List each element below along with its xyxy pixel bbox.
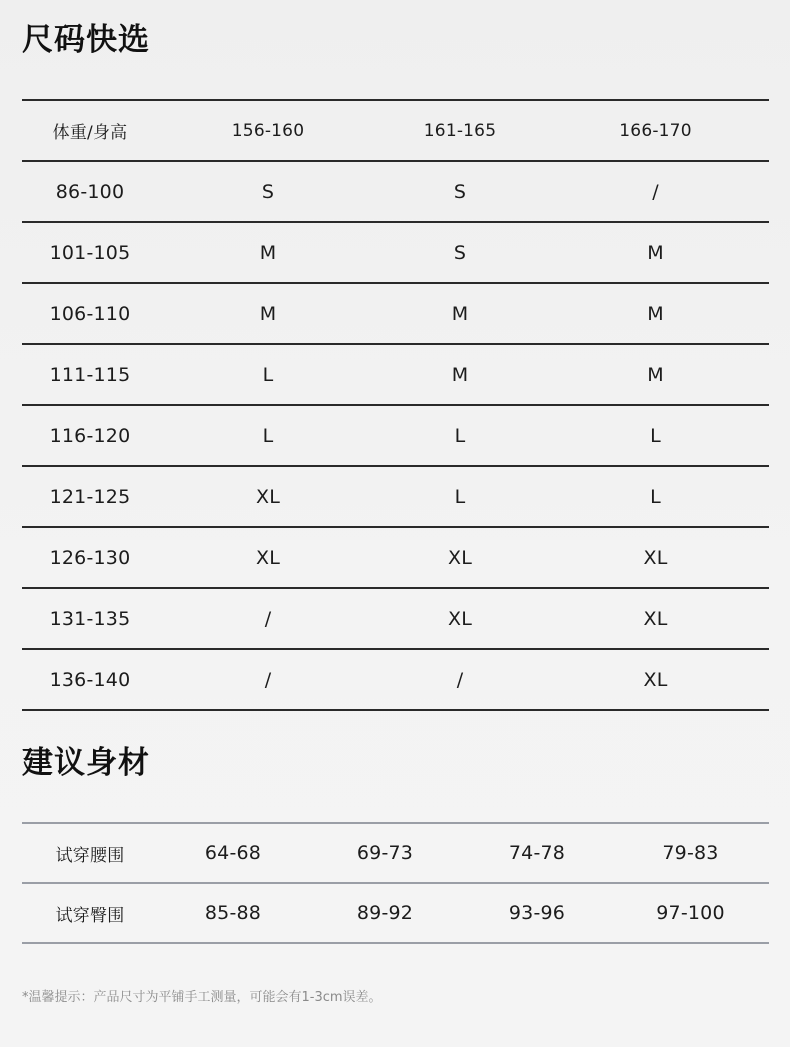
size-cell: L	[262, 424, 274, 447]
size-cell: /	[264, 668, 272, 691]
body-measurement-table	[22, 822, 769, 944]
table-row	[22, 345, 769, 406]
header-cell-height-1: 156-160	[231, 120, 305, 141]
size-table-header-row	[22, 101, 769, 162]
size-cell: L	[650, 424, 661, 447]
weight-cell: 131-135	[49, 607, 131, 630]
measurement-cell: 97-100	[656, 902, 725, 924]
size-table	[22, 99, 769, 711]
weight-cell: 111-115	[49, 363, 131, 386]
measurement-cell: 74-78	[508, 842, 566, 864]
size-cell: S	[261, 180, 275, 203]
measurement-note: *温馨提示：产品尺寸为平铺手工测量，可能会有1-3cm误差。	[22, 990, 382, 1005]
measurement-cell: 93-96	[508, 902, 566, 924]
size-cell: XL	[643, 546, 668, 569]
size-cell: L	[262, 363, 274, 386]
table-row	[22, 223, 769, 284]
size-cell: S	[453, 180, 467, 203]
size-cell: XL	[255, 485, 280, 508]
table-row	[22, 162, 769, 223]
size-cell: /	[456, 668, 464, 691]
size-cell: M	[451, 302, 469, 325]
weight-cell: 126-130	[49, 546, 131, 569]
size-cell: M	[259, 302, 277, 325]
measurement-cell: 85-88	[204, 902, 262, 924]
measurement-cell: 69-73	[356, 842, 414, 864]
size-cell: XL	[447, 546, 472, 569]
size-cell: M	[647, 241, 664, 264]
weight-cell: 121-125	[49, 485, 131, 508]
table-row	[22, 650, 769, 711]
weight-cell: 136-140	[49, 668, 131, 691]
size-cell: M	[451, 363, 469, 386]
table-row	[22, 589, 769, 650]
size-cell: S	[453, 241, 467, 264]
size-cell: M	[647, 302, 664, 325]
table-row	[22, 884, 769, 944]
size-cell: XL	[255, 546, 280, 569]
weight-cell: 106-110	[49, 302, 131, 325]
table-row	[22, 528, 769, 589]
size-cell: XL	[643, 607, 668, 630]
size-cell: L	[454, 424, 466, 447]
table-row	[22, 406, 769, 467]
measurement-cell: 79-83	[662, 842, 719, 864]
table-row	[22, 284, 769, 345]
measurement-label-cell: 试穿腰围	[55, 845, 125, 866]
size-cell: XL	[447, 607, 472, 630]
weight-cell: 101-105	[49, 241, 131, 264]
size-cell: M	[647, 363, 664, 386]
weight-cell: 86-100	[55, 180, 125, 203]
size-section-title: 尺码快选	[22, 22, 150, 58]
header-cell-height-3: 166-170	[619, 120, 692, 141]
measurement-cell: 89-92	[356, 902, 414, 924]
size-cell: M	[259, 241, 277, 264]
measurement-label-cell: 试穿臀围	[55, 905, 125, 926]
size-cell: L	[454, 485, 466, 508]
size-cell: L	[650, 485, 661, 508]
header-cell-weight-height: 体重/身高	[52, 123, 128, 143]
body-section-title: 建议身材	[22, 745, 150, 781]
size-cell: XL	[643, 668, 668, 691]
measurement-cell: 64-68	[204, 842, 262, 864]
table-row	[22, 824, 769, 884]
table-row	[22, 467, 769, 528]
size-cell: /	[652, 180, 659, 203]
header-cell-height-2: 161-165	[423, 120, 497, 141]
size-cell: /	[264, 607, 272, 630]
weight-cell: 116-120	[49, 424, 131, 447]
